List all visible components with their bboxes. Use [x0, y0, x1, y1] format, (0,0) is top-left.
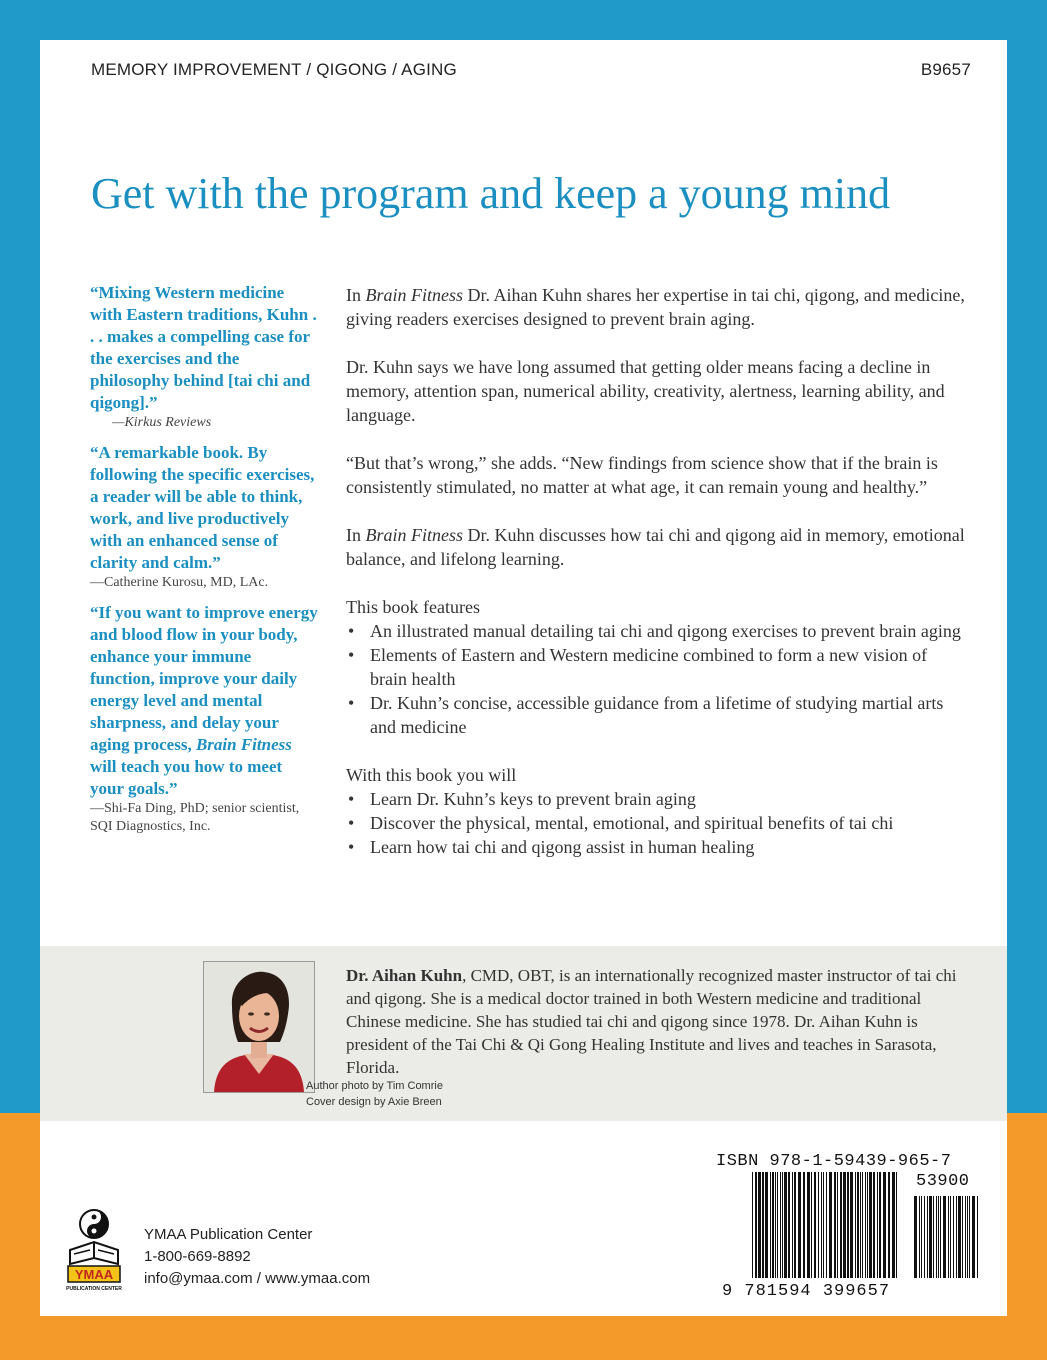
barcode-bar — [794, 1172, 796, 1278]
features-list — [346, 619, 966, 739]
barcode-bar — [798, 1172, 801, 1278]
list-item: • Dr. Kuhn’s concise, accessible guidance from a lifetime of studying martial arts and medicine — [346, 691, 966, 739]
list-item: • An illustrated manual detailing tai chi and qigong exercises to prevent brain aging — [346, 619, 966, 643]
book-title: Brain Fitness — [365, 285, 463, 305]
list-item: • Elements of Eastern and Western medicine combined to form a new vision of brain health — [346, 643, 966, 691]
barcode-bar — [843, 1172, 846, 1278]
category-label: MEMORY IMPROVEMENT / QIGONG / AGING — [91, 60, 457, 79]
photo-credit: Author photo by Tim Comrie — [306, 1080, 443, 1092]
publisher-phone: 1-800-669-8892 — [144, 1248, 251, 1265]
barcode-bar — [867, 1172, 868, 1278]
barcode-bar — [857, 1172, 859, 1278]
author-bio: Dr. Aihan Kuhn, CMD, OBT, is an internationally recognized master instructor of tai chi and qigong. She is a medical doctor trained in both Western medicine and traditional Chinese medicine. She has studied tai chi and qigong since 1978. Dr. Aihan Kuhn is president of the Tai Chi & Qi Gong Healing Institute and lives and teaches in Sarasota, Florida. — [346, 966, 957, 1077]
ymaa-logo-icon — [64, 1206, 124, 1294]
barcode-bar — [818, 1172, 819, 1278]
logo-subtext: PUBLICATION CENTER — [66, 1286, 122, 1292]
price-barcode — [914, 1196, 980, 1278]
ymaa-logo — [64, 1206, 124, 1296]
barcode-bar — [755, 1172, 757, 1278]
barcode-bar — [821, 1172, 822, 1278]
barcode-bar — [967, 1196, 968, 1278]
quote-text: “Mixing Western medicine with Eastern traditions, Kuhn . . . makes a compelling case for the exercises and the philosophy behind [tai chi and qigong].” — [90, 283, 317, 412]
review-quotes — [90, 282, 320, 846]
barcode-bar — [752, 1172, 753, 1278]
publisher-info — [144, 1224, 370, 1290]
list-item: • Learn how tai chi and qigong assist in human healing — [346, 835, 966, 859]
barcode-bar — [837, 1172, 838, 1278]
credits — [306, 1078, 443, 1110]
barcode-bar — [896, 1172, 897, 1278]
barcode-bar — [777, 1172, 778, 1278]
barcode-bar — [775, 1172, 776, 1278]
barcode-bar — [943, 1196, 946, 1278]
barcode-bar — [782, 1172, 783, 1278]
barcode-bar — [792, 1172, 793, 1278]
barcode-bar — [962, 1196, 963, 1278]
barcode-bar — [772, 1172, 774, 1278]
book-title: Brain Fitness — [365, 525, 463, 545]
barcode-bar — [936, 1196, 937, 1278]
barcode-bar — [855, 1172, 856, 1278]
list-item: • Learn Dr. Kuhn’s keys to prevent brain aging — [346, 787, 966, 811]
barcode-bar — [780, 1172, 781, 1278]
barcode-bar — [823, 1172, 824, 1278]
barcode-bar — [977, 1196, 978, 1278]
barcode-bar — [834, 1172, 836, 1278]
barcode-bar — [950, 1196, 951, 1278]
barcode-bar — [758, 1172, 761, 1278]
barcode-bar — [803, 1172, 805, 1278]
barcode-bar — [862, 1172, 863, 1278]
barcode-bar — [956, 1196, 957, 1278]
barcode-bar — [860, 1172, 861, 1278]
barcode-bar — [927, 1196, 928, 1278]
barcode-bar — [924, 1196, 925, 1278]
benefits-title: With this book you will — [346, 765, 517, 785]
barcode-bar — [892, 1172, 895, 1278]
author-portrait-image — [204, 962, 314, 1092]
barcode-bar — [933, 1196, 934, 1278]
barcode-bar — [883, 1172, 886, 1278]
barcode-bar — [965, 1196, 966, 1278]
quote-text-end: will teach you how to meet your goals.” — [90, 757, 283, 798]
quote-text: “A remarkable book. By following the specific exercises, a reader will be able to think, work, and live productively with an enhanced sense of clarity and calm.” — [90, 443, 315, 572]
barcode-bar — [770, 1172, 771, 1278]
publisher-contact: info@ymaa.com / www.ymaa.com — [144, 1270, 371, 1287]
author-section — [40, 946, 1007, 1121]
barcode-bar — [811, 1172, 812, 1278]
barcode-bar — [953, 1196, 954, 1278]
barcode-bar — [929, 1196, 932, 1278]
barcode-bar — [958, 1196, 961, 1278]
publisher-name: YMAA Publication Center — [144, 1226, 313, 1243]
ean-number: 9 781594 399657 — [722, 1282, 891, 1301]
barcode-bar — [877, 1172, 878, 1278]
description-paragraph: “But that’s wrong,” she adds. “New findings from science show that if the brain is consistently stimulated, no matter at what age, it can remain young and healthy.” — [346, 453, 938, 497]
price-code: 53900 — [916, 1172, 970, 1191]
barcode-bar — [788, 1172, 790, 1278]
barcode-bar — [847, 1172, 849, 1278]
barcode-bar — [879, 1172, 881, 1278]
barcode-bar — [948, 1196, 949, 1278]
review-quote — [90, 282, 320, 432]
quote-book-title: Brain Fitness — [195, 735, 292, 754]
barcode-area — [708, 1150, 982, 1310]
barcode-bar — [940, 1196, 941, 1278]
features-title: This book features — [346, 597, 480, 617]
barcode-bar — [938, 1196, 939, 1278]
isbn-barcode — [752, 1172, 898, 1278]
description-paragraph: In Brain Fitness Dr. Kuhn discusses how tai chi and qigong aid in memory, emotional balance, and lifelong learning. — [346, 525, 965, 569]
barcode-bar — [765, 1172, 768, 1278]
barcode-bar — [840, 1172, 842, 1278]
barcode-bar — [969, 1196, 970, 1278]
benefits-list — [346, 787, 966, 859]
quote-attribution: —Catherine Kurosu, MD, LAc. — [90, 575, 269, 590]
barcode-bar — [888, 1172, 890, 1278]
author-name: Dr. Aihan Kuhn — [346, 966, 463, 985]
barcode-bar — [921, 1196, 922, 1278]
description-paragraph: In Brain Fitness Dr. Aihan Kuhn shares her expertise in tai chi, qigong, and medicine, giving readers exercises designed to prevent brain aging. — [346, 285, 965, 329]
quote-attribution: —Kirkus Reviews — [112, 415, 212, 430]
barcode-bar — [865, 1172, 866, 1278]
review-quote — [90, 442, 320, 592]
description-paragraph: Dr. Kuhn says we have long assumed that getting older means facing a decline in memory, attention span, numerical ability, creativity, alertness, learning ability, and language. — [346, 357, 945, 425]
barcode-bar — [869, 1172, 872, 1278]
product-code: B9657 — [920, 60, 971, 79]
barcode-bar — [914, 1196, 917, 1278]
isbn-number: ISBN 978-1-59439-965-7 — [716, 1152, 952, 1171]
barcode-bar — [873, 1172, 875, 1278]
description — [346, 283, 966, 883]
barcode-bar — [829, 1172, 832, 1278]
logo-text: YMAA — [74, 1267, 114, 1282]
barcode-bar — [850, 1172, 853, 1278]
design-credit: Cover design by Axie Breen — [306, 1096, 442, 1108]
review-quote — [90, 602, 320, 836]
barcode-bar — [972, 1196, 975, 1278]
barcode-bar — [807, 1172, 810, 1278]
barcode-bar — [784, 1172, 787, 1278]
author-photo — [203, 961, 315, 1093]
barcode-bar — [826, 1172, 827, 1278]
headline: Get with the program and keep a young mind — [91, 169, 891, 218]
back-cover-panel — [40, 40, 1007, 1316]
barcode-bar — [762, 1172, 764, 1278]
barcode-bar — [814, 1172, 816, 1278]
list-item: • Discover the physical, mental, emotional, and spiritual benefits of tai chi — [346, 811, 966, 835]
barcode-bar — [919, 1196, 920, 1278]
quote-attribution: —Shi-Fa Ding, PhD; senior scientist, SQI Diagnostics, Inc. — [90, 801, 300, 834]
quote-text: “If you want to improve energy and blood flow in your body, enhance your immune function, improve your daily energy level and mental sharpness, and delay your aging process, — [90, 603, 318, 754]
